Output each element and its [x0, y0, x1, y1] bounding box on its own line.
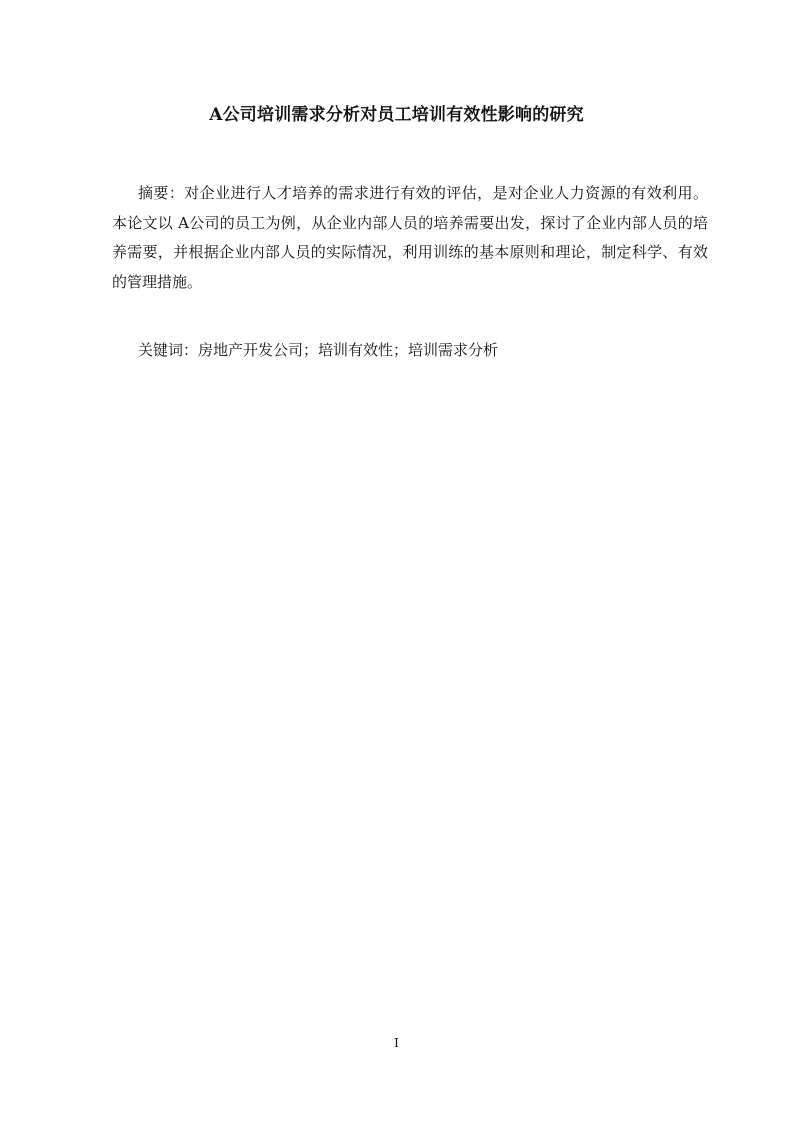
abstract-text: 对企业进行人才培养的需求进行有效的评估，是对企业人力资源的有效利用。本论文以 A公司的员工为例，从企业内部人员的培养需要出发，探讨了企业内部人员的培养需要，并根据企业内部人员的实际情况，利用训练的基本原则和理论，制定科学、有效的管理措施。 [112, 184, 708, 291]
keywords-line [138, 338, 698, 362]
keywords-label: 关键词： [138, 341, 199, 359]
page-title: A公司培训需求分析对员工培训有效性影响的研究 [209, 105, 584, 125]
page-number: I [394, 1036, 399, 1050]
abstract-paragraph [112, 179, 708, 297]
keywords-text: 房地产开发公司；培训有效性；培训需求分析 [198, 341, 499, 359]
abstract-label: 摘要： [138, 184, 185, 202]
